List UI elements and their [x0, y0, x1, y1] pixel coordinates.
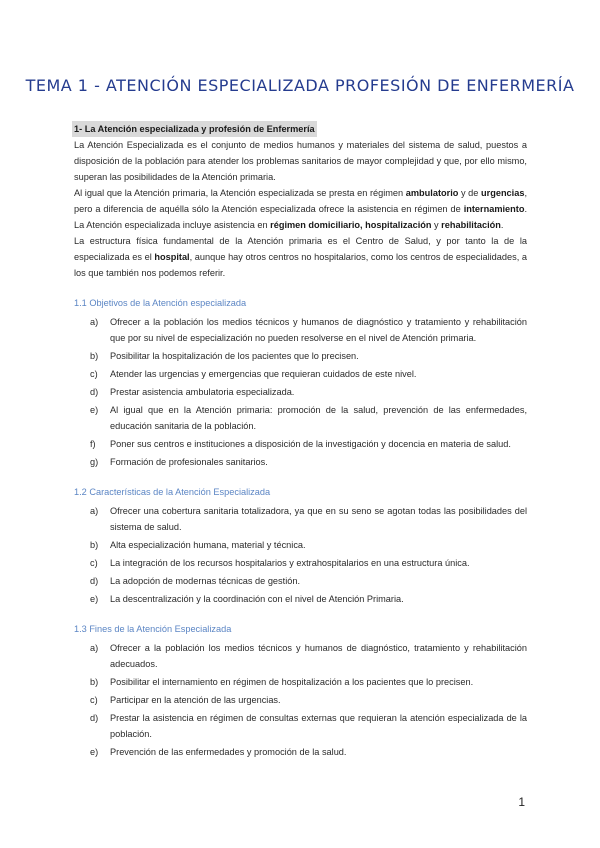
list-item: d) Prestar la asistencia en régimen de consultas externas que requieran la atención especializada de la población. — [90, 713, 527, 739]
paragraph-structure: La estructura física fundamental de la Atención primaria es el Centro de Salud, y por tanto la de la especializada es el hospital, aunque hay otros centros no hospitalarios, como los centros de especialidades, a los que también nos podemos referir. — [74, 236, 527, 278]
subsection-heading-caracteristicas: 1.2 Características de la Atención Especializada — [74, 487, 271, 497]
list-item: e) La descentralización y la coordinación con el nivel de Atención Primaria. — [90, 594, 404, 604]
section-heading: 1- La Atención especializada y profesión de Enfermería — [74, 121, 527, 137]
subsection-heading-objetivos: 1.1 Objetivos de la Atención especializada — [74, 298, 247, 308]
caracteristicas-list — [74, 503, 527, 607]
list-item: d) Prestar asistencia ambulatoria especializada. — [90, 387, 295, 397]
fines-list — [74, 640, 527, 760]
list-item: g) Formación de profesionales sanitarios. — [90, 457, 268, 467]
document-title: TEMA 1 - ATENCIÓN ESPECIALIZADA PROFESIÓN DE ENFERMERÍA — [25, 76, 575, 95]
list-item: e) Al igual que en la Atención primaria: promoción de la salud, prevención de las enfermedades, educación sanitaria de la población. — [90, 405, 527, 431]
list-item: b) Alta especialización humana, material y técnica. — [90, 540, 306, 550]
list-item: c) La integración de los recursos hospitalarios y extrahospitalarios en una estructura única. — [90, 558, 470, 568]
list-item: b) Posibilitar el internamiento en régimen de hospitalización a los pacientes que lo precisen. — [90, 677, 474, 687]
list-item: a) Ofrecer una cobertura sanitaria totalizadora, ya que en su seno se agotan todas las posibilidades del sistema de salud. — [90, 506, 527, 532]
list-item: c) Participar en la atención de las urgencias. — [90, 695, 281, 705]
list-item: a) Ofrecer a la población los medios técnicos y humanos de diagnóstico, tratamiento y rehabilitación adecuados. — [90, 643, 527, 669]
objetivos-list — [74, 314, 527, 470]
subsection-heading-fines: 1.3 Fines de la Atención Especializada — [74, 624, 232, 634]
list-item: e) Prevención de las enfermedades y promoción de la salud. — [90, 747, 347, 757]
paragraph-definition: La Atención Especializada es el conjunto de medios humanos y materiales del sistema de salud, puestos a disposición de la población para atender los problemas sanitarios de mayor complejidad y que, por ello mismo, superan las posibilidades de la Atención primaria. — [74, 140, 527, 182]
list-item: a) Ofrecer a la población los medios técnicos y humanos de diagnóstico y tratamiento y rehabilitación que por su nivel de especialización no pueden resolverse en el nivel de Atención primaria. — [90, 317, 527, 343]
page-number: 1 — [518, 795, 525, 809]
list-item: c) Atender las urgencias y emergencias que requieran cuidados de este nivel. — [90, 369, 417, 379]
list-item: f) Poner sus centros e instituciones a disposición de la investigación y docencia en materia de salud. — [90, 439, 511, 449]
paragraph-regimes: Al igual que la Atención primaria, la Atención especializada se presta en régimen ambulatorio y de urgencias, pero a diferencia de aquélla sólo la Atención especializada ofrece la asistencia en régimen de internamiento. La Atención especializada incluye asistencia en régimen domiciliario, hospitalización y rehabilitación. — [74, 188, 527, 230]
list-item: b) Posibilitar la hospitalización de los pacientes que lo precisen. — [90, 351, 359, 361]
document-content — [74, 121, 527, 762]
list-item: d) La adopción de modernas técnicas de gestión. — [90, 576, 301, 586]
